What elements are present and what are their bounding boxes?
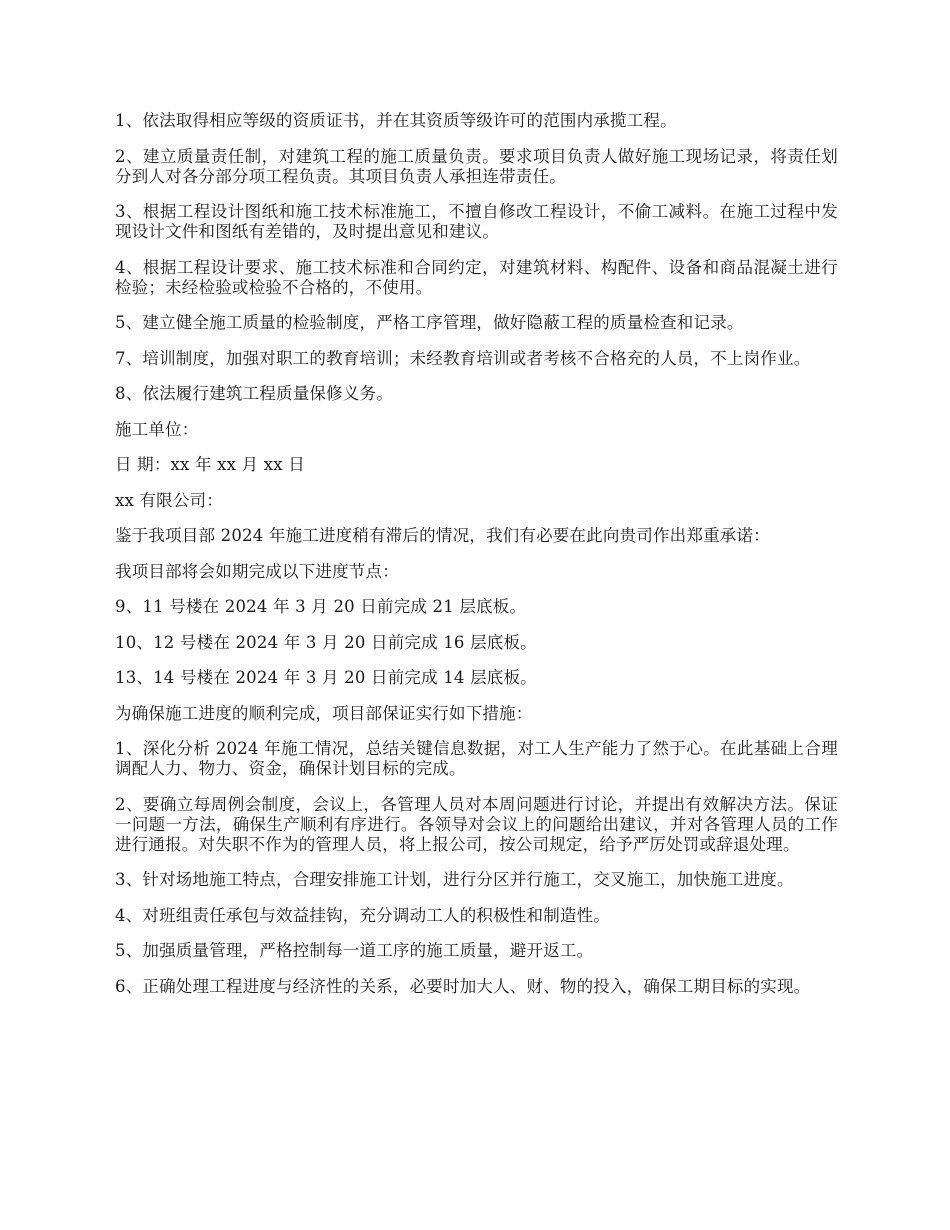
letter-addressee: xx 有限公司：	[115, 490, 223, 510]
measure-item: 2、要确立每周例会制度，会议上，各管理人员对本周问题进行讨论，并提出有效解决方法。保证一问题一方法，确保生产顺利有序进行。各领导对会议上的问题给出建议，并对各管理人员的工作进行通报。对失职不作为的管理人员，将上报公司，按公司规定，给予严厉处罚或辞退处理。	[115, 794, 838, 854]
measure-item: 4、对班组责任承包与效益挂钩，充分调动工人的积极性和制造性。	[115, 905, 610, 925]
date-line: 日 期：xx 年 xx 月 xx 日	[115, 455, 305, 474]
milestone-intro: 我项目部将会如期完成以下进度节点：	[115, 561, 399, 581]
measure-item: 5、加强质量管理，严格控制每一道工序的施工质量，避开返工。	[115, 941, 594, 960]
paragraph-5: 5、建立健全施工质量的检验制度，严格工序管理，做好隐蔽工程的质量检查和记录。	[115, 313, 744, 332]
paragraph-4: 4、根据工程设计要求、施工技术标准和合同约定，对建筑材料、构配件、设备和商品混凝土进行检验；未经检验或检验不合格的，不使用。	[115, 257, 838, 297]
milestone-item: 9、11 号楼在 2024 年 3 月 20 日前完成 21 层底板。	[115, 597, 527, 616]
signature-unit-label: 施工单位：	[115, 419, 199, 439]
milestone-item: 10、12 号楼在 2024 年 3 月 20 日前完成 16 层底板。	[115, 632, 537, 652]
paragraph-1: 1、依法取得相应等级的资质证书，并在其资质等级许可的范围内承揽工程。	[115, 111, 677, 130]
measures-intro: 为确保施工进度的顺利完成，项目部保证实行如下措施：	[115, 703, 533, 723]
measure-item: 3、针对场地施工特点，合理安排施工计划，进行分区并行施工，交叉施工，加快施工进度。	[115, 870, 794, 889]
measure-item: 1、深化分析 2024 年施工情况，总结关键信息数据，对工人生产能力了然于心。在此基础上合理调配人力、物力、资金，确保计划目标的完成。	[115, 739, 838, 778]
milestone-item: 13、14 号楼在 2024 年 3 月 20 日前完成 14 层底板。	[115, 668, 537, 687]
measure-item: 6、正确处理工程进度与经济性的关系，必要时加大人、财、物的投入，确保工期目标的实现。	[115, 976, 811, 996]
paragraph-7: 8、依法履行建筑工程质量保修义务。	[115, 384, 393, 403]
paragraph-3: 3、根据工程设计图纸和施工技术标准施工，不擅自修改工程设计，不偷工减料。在施工过程中发现设计文件和图纸有差错的，及时提出意见和建议。	[115, 202, 838, 241]
paragraph-6: 7、培训制度，加强对职工的教育培训；未经教育培训或者考核不合格充的人员，不上岗作业。	[115, 348, 811, 368]
paragraph-2: 2、建立质量责任制，对建筑工程的施工质量负责。要求项目负责人做好施工现场记录，将责任划分到人对各分部分项工程负责。其项目负责人承担连带责任。	[115, 146, 838, 186]
letter-intro: 鉴于我项目部 2024 年施工进度稍有滞后的情况，我们有必要在此向贵司作出郑重承诺：	[115, 526, 770, 545]
